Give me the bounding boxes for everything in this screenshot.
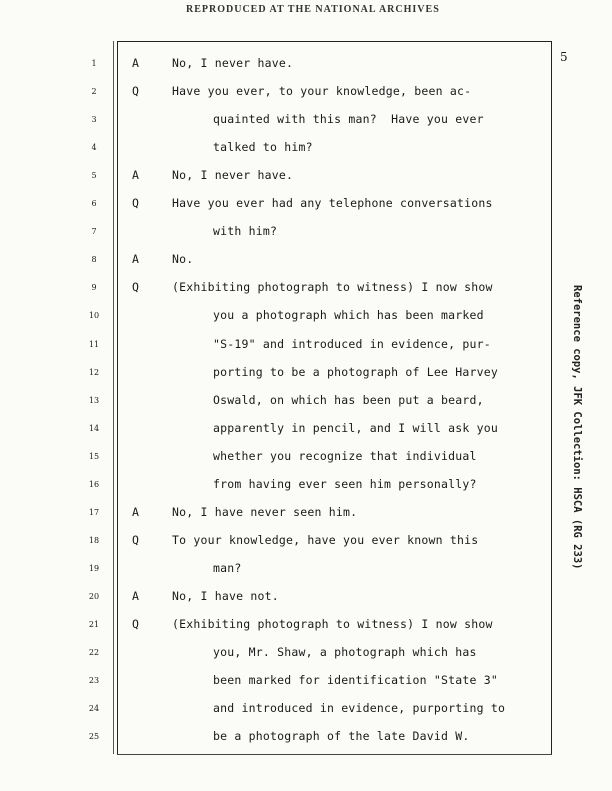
transcript-line (0, 419, 560, 439)
transcript-line (0, 222, 560, 242)
line-text: To your knowledge, have you ever known this (172, 532, 479, 547)
transcript-line (0, 447, 560, 467)
line-number: 2 (91, 87, 97, 97)
transcript-line (0, 82, 560, 102)
transcript-line (0, 306, 560, 326)
line-number: 15 (88, 451, 100, 461)
line-number: 9 (91, 283, 97, 293)
line-number: 25 (88, 732, 100, 742)
speaker-label: Q (132, 196, 139, 211)
transcript-line (0, 531, 560, 551)
line-text: No, I have never seen him. (172, 504, 358, 519)
transcript-line (0, 278, 560, 298)
line-text: man? (213, 560, 242, 575)
line-number: 22 (88, 648, 100, 658)
line-number: 6 (91, 199, 97, 209)
line-number: 7 (91, 227, 97, 237)
transcript-line (0, 363, 560, 383)
line-text: No. (172, 252, 194, 267)
line-text: (Exhibiting photograph to witness) I now show (172, 280, 493, 295)
speaker-label: A (132, 504, 139, 519)
transcript-line (0, 699, 560, 719)
line-text: Oswald, on which has been put a beard, (213, 392, 484, 407)
line-number: 13 (88, 395, 100, 405)
line-number: 10 (88, 311, 100, 321)
line-text: be a photograph of the late David W. (213, 729, 470, 744)
speaker-label: A (132, 252, 139, 267)
speaker-label: Q (132, 532, 139, 547)
line-text: and introduced in evidence, purporting to (213, 701, 506, 716)
line-number: 8 (91, 255, 97, 265)
line-number: 19 (88, 563, 100, 573)
line-text: Have you ever had any telephone conversations (172, 196, 493, 211)
reference-copy-note: Reference copy, JFK Collection: HSCA (RG 233) (571, 285, 583, 570)
line-number: 23 (88, 676, 100, 686)
transcript-line (0, 250, 560, 270)
transcript-line (0, 335, 560, 355)
page-number: 5 (560, 50, 568, 64)
line-number: 17 (88, 507, 100, 517)
transcript-line (0, 615, 560, 635)
transcript-line (0, 475, 560, 495)
line-text: No, I have not. (172, 588, 279, 603)
line-text: from having ever seen him personally? (213, 476, 477, 491)
line-number: 14 (88, 423, 100, 433)
line-text: No, I never have. (172, 168, 294, 183)
transcript-line (0, 559, 560, 579)
line-number: 20 (88, 591, 100, 601)
transcript-line (0, 166, 560, 186)
line-number: 18 (88, 535, 100, 545)
line-number: 11 (88, 339, 100, 349)
speaker-label: Q (132, 280, 139, 295)
line-text: (Exhibiting photograph to witness) I now show (172, 617, 493, 631)
line-number: 12 (88, 367, 100, 377)
line-text: quainted with this man? Have you ever (213, 112, 484, 127)
transcript-line (0, 727, 560, 747)
speaker-label: A (132, 168, 139, 183)
transcript-line (0, 671, 560, 691)
line-number: 16 (88, 479, 100, 489)
line-text: porting to be a photograph of Lee Harvey (213, 364, 498, 379)
transcript-line (0, 194, 560, 214)
line-number: 24 (88, 704, 100, 714)
line-number: 1 (91, 59, 97, 68)
speaker-label: Q (132, 84, 139, 99)
line-number: 21 (88, 620, 100, 629)
line-number: 5 (91, 171, 97, 181)
line-text: Have you ever, to your knowledge, been ac- (172, 84, 472, 99)
transcript-line (0, 503, 560, 523)
speaker-label: A (132, 588, 139, 603)
archives-stamp: REPRODUCED AT THE NATIONAL ARCHIVES (186, 4, 440, 15)
transcript-line (0, 54, 560, 74)
transcript-line (0, 110, 560, 130)
line-text: you, Mr. Shaw, a photograph which has (213, 645, 477, 660)
transcript-line (0, 643, 560, 663)
line-number: 4 (91, 143, 97, 153)
speaker-label: Q (132, 617, 139, 631)
line-text: been marked for identification "State 3" (213, 673, 498, 688)
line-text: whether you recognize that individual (213, 448, 477, 463)
speaker-label: A (132, 56, 139, 70)
line-text: talked to him? (213, 140, 313, 155)
line-number: 3 (91, 115, 97, 125)
line-text: "S-19" and introduced in evidence, pur- (213, 336, 491, 351)
transcript-line (0, 587, 560, 607)
transcript-line (0, 391, 560, 411)
line-text: with him? (213, 224, 278, 239)
transcript-line (0, 138, 560, 158)
line-text: you a photograph which has been marked (213, 308, 484, 323)
line-text: No, I never have. (172, 56, 294, 70)
line-text: apparently in pencil, and I will ask you (213, 420, 498, 435)
